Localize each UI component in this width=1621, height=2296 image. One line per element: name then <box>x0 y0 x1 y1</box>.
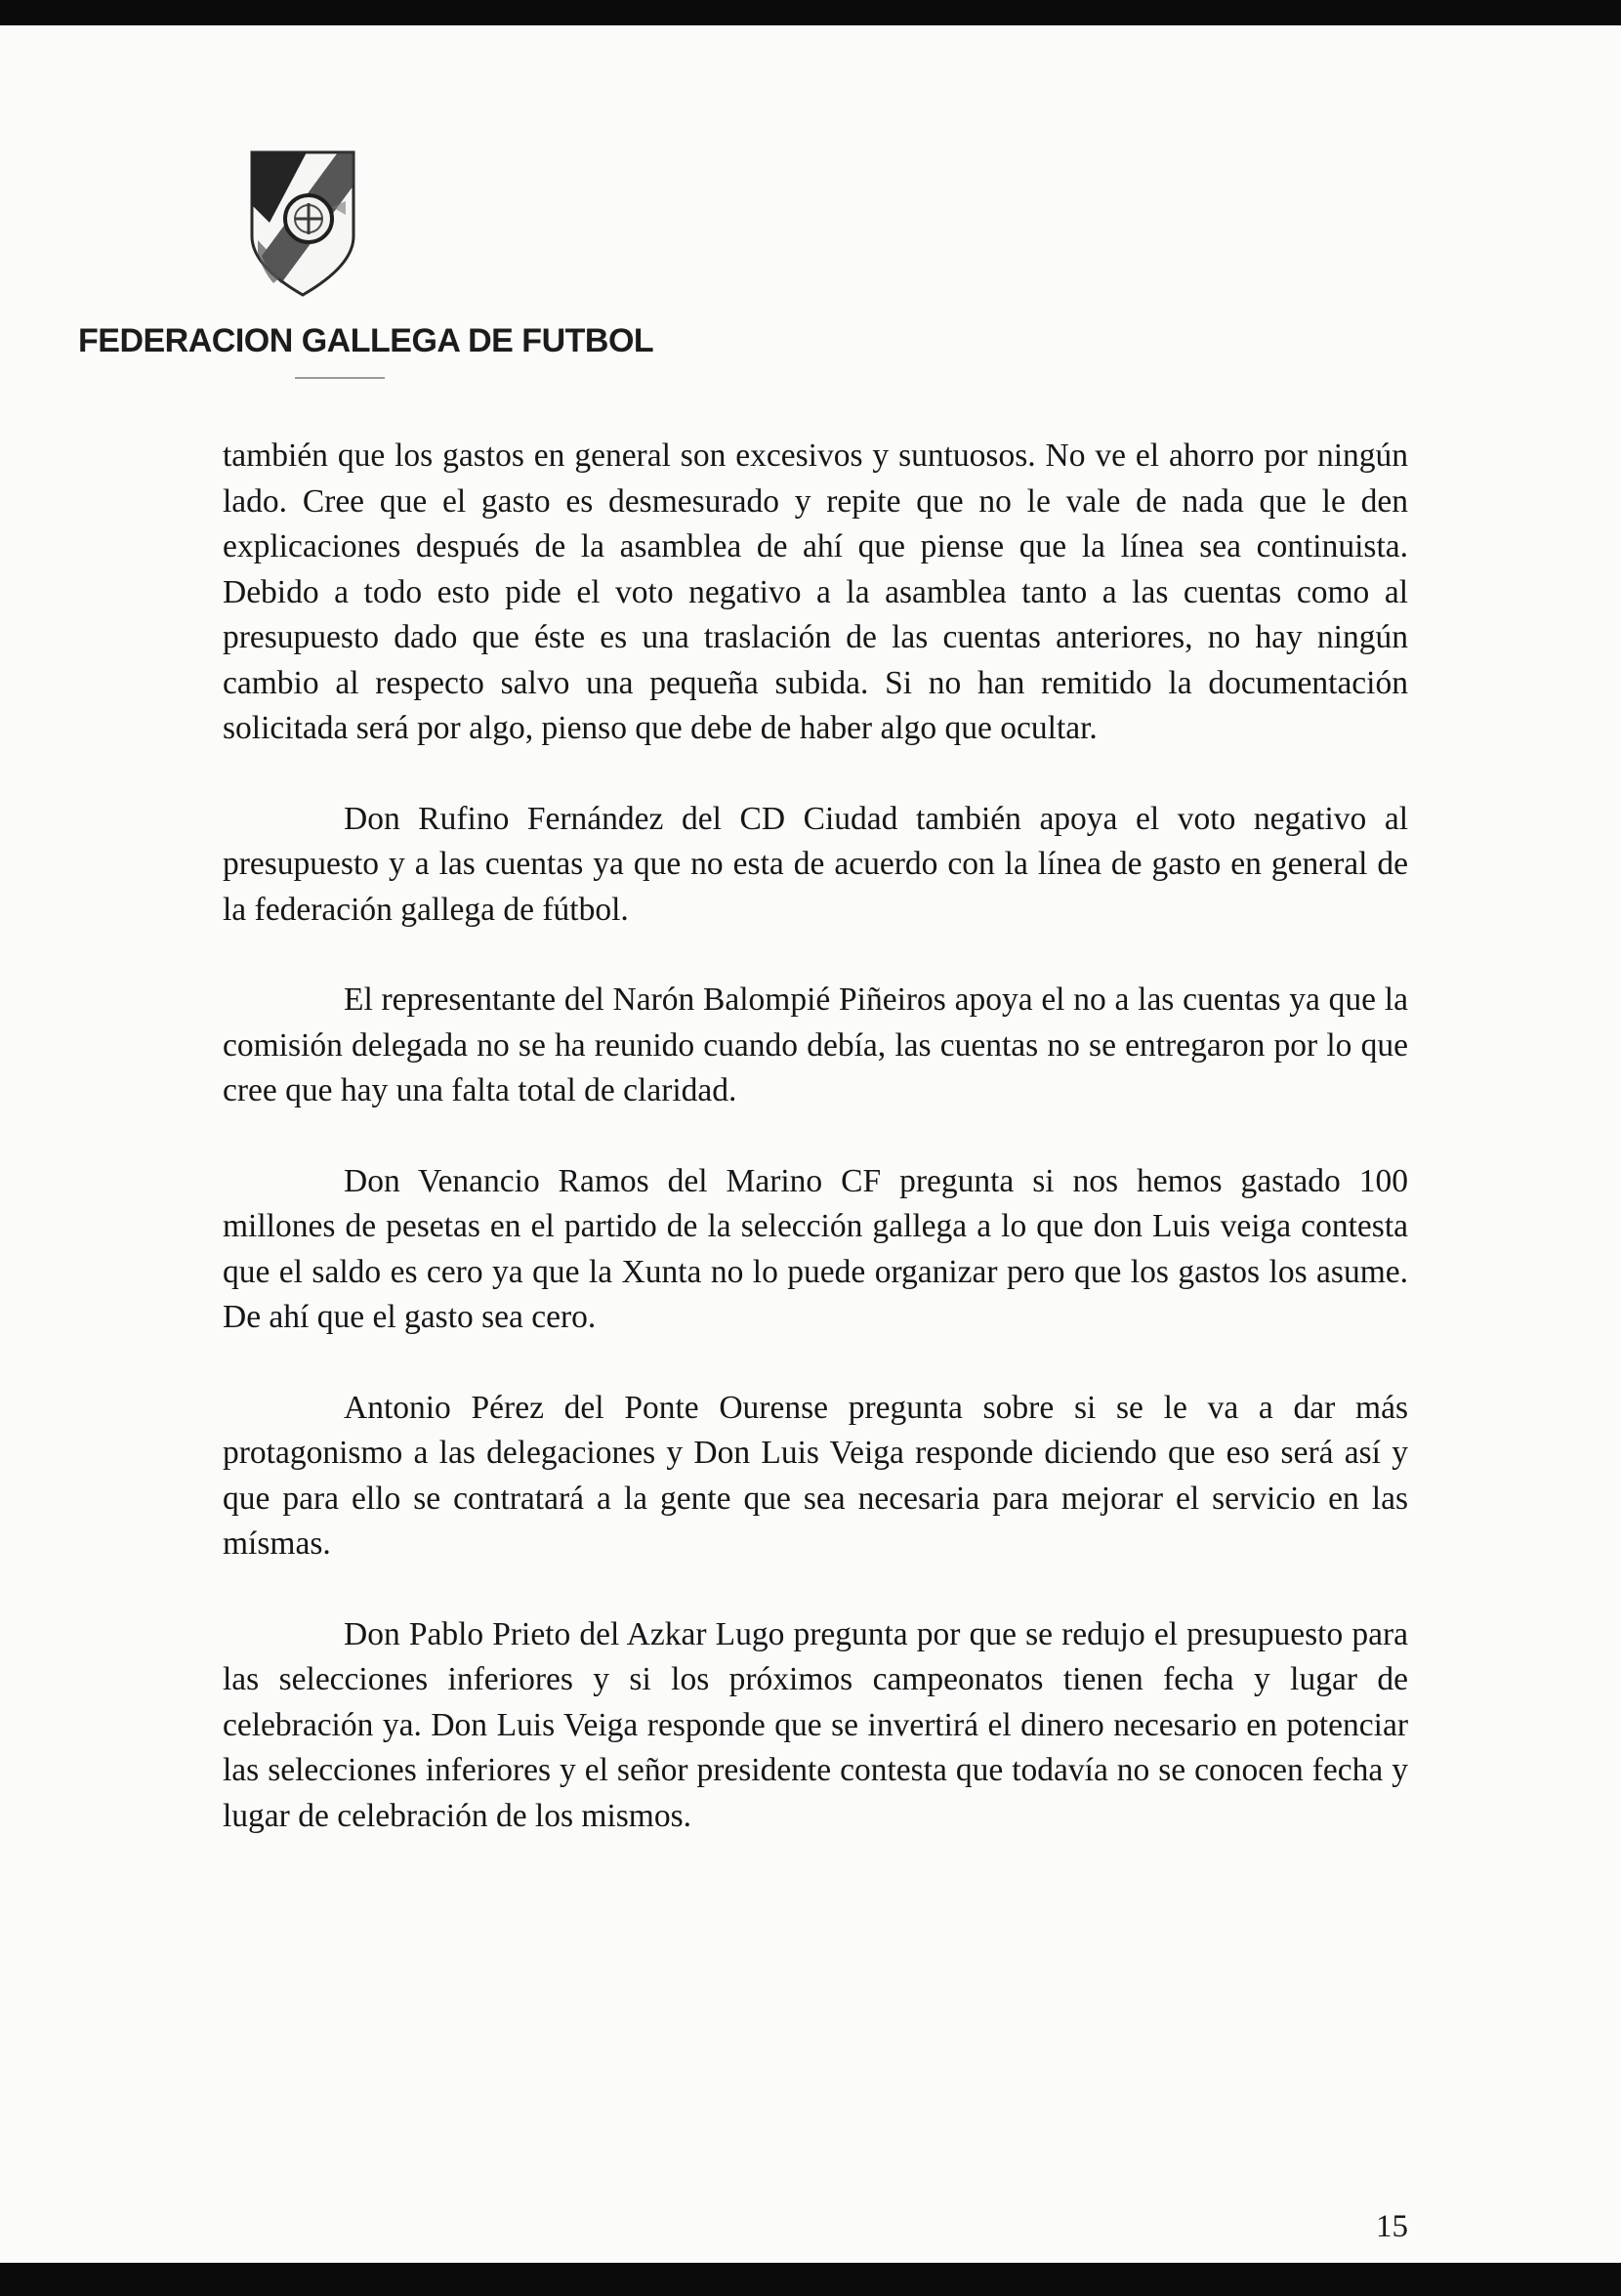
scan-artifact-bottom-bar <box>0 2263 1621 2296</box>
paragraph-1: también que los gastos en general son excesivos y suntuosos. No ve el ahorro por ningún lado. Cree que el gasto es desmesurado y repite que no le vale de nada que le den explicaciones después de la asamblea de ahí que piense que la línea sea continuista. Debido a todo esto pide el voto negativo a la asamblea tanto a las cuentas como al presupuesto dado que éste es una traslación de las cuentas anteriores, no hay ningún cambio al respecto salvo una pequeña subida. Si no han remitido la documentación solicitada será por algo, pienso que debe de haber algo que ocultar. <box>223 438 1408 746</box>
paragraph-3: El representante del Narón Balompié Piñeiros apoya el no a las cuentas ya que la comisión delegada no se ha reunido cuando debía, las cuentas no se entregaron por lo que cree que hay una falta total de claridad. <box>223 981 1408 1108</box>
paragraph-2: Don Rufino Fernández del CD Ciudad también apoya el voto negativo al presupuesto y a las cuentas ya que no esta de acuerdo con la línea de gasto en general de la federación gallega de fútbol. <box>223 800 1408 928</box>
page-number: 15 <box>1376 2209 1408 2244</box>
paragraph-5: Antonio Pérez del Ponte Ourense pregunta sobre si se le va a dar más protagonismo a las delegaciones y Don Luis Veiga responde diciendo que eso será así y que para ello se contratará a la gente que sea necesaria para mejorar el servicio en las mísmas. <box>223 1389 1408 1562</box>
document-body <box>223 434 1408 1884</box>
shield-crest-icon <box>244 146 361 301</box>
federation-crest-logo <box>244 146 361 301</box>
document-header-title: FEDERACION GALLEGA DE FUTBOL <box>78 322 654 359</box>
header-underline-mark <box>295 377 385 379</box>
paragraph-4: Don Venancio Ramos del Marino CF pregunta si nos hemos gastado 100 millones de pesetas en el partido de la selección gallega a lo que don Luis veiga contesta que el saldo es cero ya que la Xunta no lo puede organizar pero que los gastos los asume. De ahí que el gasto sea cero. <box>223 1162 1408 1335</box>
scan-artifact-top-bar <box>0 0 1621 25</box>
paragraph-6: Don Pablo Prieto del Azkar Lugo pregunta por que se redujo el presupuesto para las selecciones inferiores y si los próximos campeonatos tienen fecha y lugar de celebración ya. Don Luis Veiga responde que se invertirá el dinero necesario en potenciar las selecciones inferiores y el señor presidente contesta que todavía no se conocen fecha y lugar de celebración de los mismos. <box>223 1615 1408 1834</box>
